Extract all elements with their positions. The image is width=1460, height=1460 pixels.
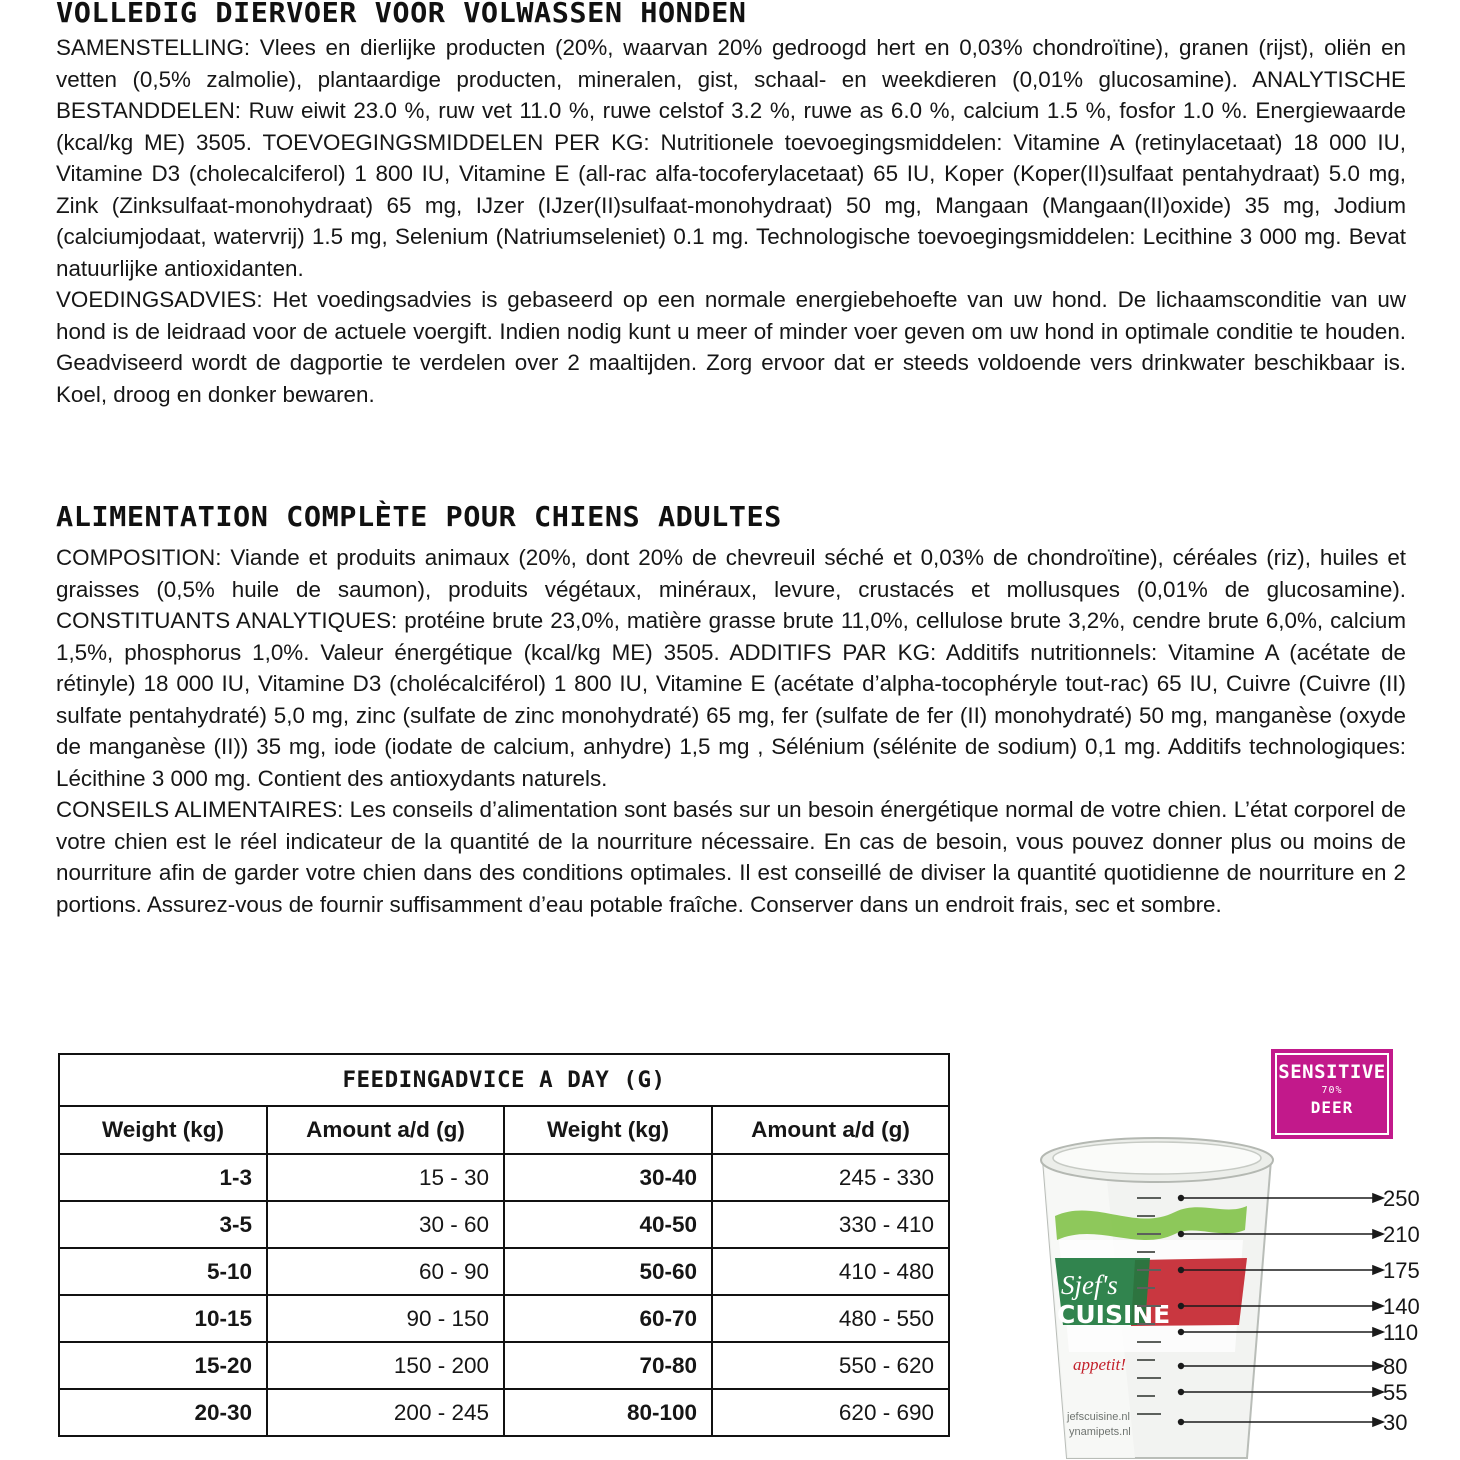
cell-amount-right: 330 - 410: [712, 1201, 949, 1248]
table-title-row: [59, 1054, 949, 1106]
composition-nl: SAMENSTELLING: Vlees en dierlijke producten (20%, waarvan 20% gedroogd hert en 0,03% chondroïtine), granen (rijst), oliën en vetten (0,5% zalmolie), plantaardige producten, mineralen, gist, schaal- en weekdieren (0,01% glucosamine). ANALYTISCHE BESTANDDELEN: Ruw eiwit 23.0 %, ruw vet 11.0 %, ruwe celstof 3.2 %, ruwe as 6.0 %, calcium 1.5 %, fosfor 1.0 %. Energiewaarde (kcal/kg ME) 3505. TOEVOEGINGSMIDDELEN PER KG: Nutritionele toevoegingsmiddelen: Vitamine A (retinylacetaat) 18 000 IU, Vitamine D3 (cholecalciferol) 1 800 IU, Vitamine E (all-rac alfa-tocoferylacetaat) 65 IU, Koper (Koper(II)sulfaat pentahydraat) 5.0 mg, Zink (Zinksulfaat-monohydraat) 65 mg, IJzer (IJzer(II)sulfaat-monohydraat) 50 mg, Mangaan (Mangaan(II)oxide) 35 mg, Jodium (calciumjodaat, watervrij) 1.5 mg, Selenium (Natriumseleniet) 0.1 mg. Technologische toevoegingsmiddelen: Lecithine 3 000 mg. Bevat natuurlijke antioxidanten.: [56, 35, 1406, 281]
cup-brand-line1: Sjef's: [1061, 1270, 1118, 1300]
cell-amount-right: 410 - 480: [712, 1248, 949, 1295]
badge-ingredient: DEER: [1310, 1098, 1354, 1117]
table-row: [59, 1295, 949, 1342]
table-title: FEEDINGADVICE A DAY (G): [59, 1054, 949, 1106]
cell-weight-left: 1-3: [59, 1154, 267, 1201]
cell-weight-right: 50-60: [504, 1248, 712, 1295]
cell-weight-left: 20-30: [59, 1389, 267, 1436]
cup-tagline: appetit!: [1073, 1355, 1126, 1374]
feeding-advice-table: [58, 1053, 950, 1437]
cell-amount-left: 15 - 30: [267, 1154, 504, 1201]
scale-value: 110: [1383, 1320, 1419, 1345]
header-amount-right: Amount a/d (g): [712, 1106, 949, 1154]
table-row: [59, 1342, 949, 1389]
feeding-advice-nl: VOEDINGSADVIES: Het voedingsadvies is gebaseerd op een normale energiebehoefte van uw hond. De lichaamsconditie van uw hond is de leidraad voor de actuele voergift. Indien nodig kunt u meer of minder voer geven om uw hond in optimale conditie te houden. Geadviseerd wordt de dagportie te verdelen over 2 maaltijden. Zorg ervoor dat er steeds voldoende vers drinkwater beschikbaar is. Koel, droog en donker bewaren.: [56, 287, 1406, 407]
cell-amount-left: 150 - 200: [267, 1342, 504, 1389]
header-weight-left: Weight (kg): [59, 1106, 267, 1154]
scale-value: 175: [1383, 1258, 1420, 1283]
cell-amount-left: 90 - 150: [267, 1295, 504, 1342]
composition-fr: COMPOSITION: Viande et produits animaux (20%, dont 20% de chevreuil séché et 0,03% de chondroïtine), céréales (riz), huiles et graisses (0,5% huile de saumon), produits végétaux, minéraux, levure, crustacés et mollusques (0,01% de glucosamine). CONSTITUANTS ANALYTIQUES: protéine brute 23,0%, matière grasse brute 11,0%, cellulose brute 3,2%, cendre brute 6,0%, calcium 1,5%, phosphorus 1,0%. Valeur énergétique (kcal/kg ME) 3505. ADDITIFS PAR KG: Additifs nutritionnels: Vitamine A (acétate de rétinyle) 18 000 IU, Vitamine D3 (cholécalciférol) 1 800 IU, Vitamine E (acétate d’alpha-tocophéryle tout-rac) 65 IU, Cuivre (Cuivre (II) sulfate pentahydraté) 5,0 mg, zinc (sulfate de zinc monohydraté) 65 mg, fer (sulfate de fer (II) monohydraté) 50 mg, manganèse (oxyde de manganèse (II)) 35 mg, iode (iodate de calcium, anhydre) 1,5 mg , Sélénium (sélénite de sodium) 0,1 mg. Additifs technologiques: Lécithine 3 000 mg. Contient des antioxydants naturels.: [56, 545, 1406, 791]
cell-amount-right: 550 - 620: [712, 1342, 949, 1389]
feeding-advice-fr: CONSEILS ALIMENTAIRES: Les conseils d’alimentation sont basés sur un besoin énergétique normal de votre chien. L’état corporel de votre chien est le réel indicateur de la quantité de la nourriture nécessaire. En cas de besoin, vous pouvez donner plus ou moins de nourriture afin de garder votre chien dans des conditions optimales. Il est conseillé de diviser la quantité quotidienne de nourriture en 2 portions. Assurez-vous de fournir suffisamment d’eau potable fraîche. Conserver dans un endroit frais, sec et sombre.: [56, 797, 1406, 917]
cell-weight-left: 5-10: [59, 1248, 267, 1295]
cup-footer-1: jefscuisine.nl: [1067, 1411, 1130, 1423]
text-block-fr: [56, 542, 1406, 920]
cell-amount-left: 200 - 245: [267, 1389, 504, 1436]
cell-amount-right: 480 - 550: [712, 1295, 949, 1342]
text-block-nl: [56, 32, 1406, 410]
cup-scale-values: [1383, 1120, 1460, 1460]
scale-value: 210: [1383, 1222, 1420, 1247]
header-amount-left: Amount a/d (g): [267, 1106, 504, 1154]
cell-weight-left: 10-15: [59, 1295, 267, 1342]
table-header-row: [59, 1106, 949, 1154]
cup-footer-2: ynamipets.nl: [1069, 1426, 1131, 1438]
cell-weight-right: 60-70: [504, 1295, 712, 1342]
scale-value: 55: [1383, 1380, 1408, 1405]
cell-amount-left: 60 - 90: [267, 1248, 504, 1295]
header-weight-right: Weight (kg): [504, 1106, 712, 1154]
cell-weight-right: 40-50: [504, 1201, 712, 1248]
cell-amount-left: 30 - 60: [267, 1201, 504, 1248]
cell-amount-right: 245 - 330: [712, 1154, 949, 1201]
table-row: [59, 1154, 949, 1201]
table-row: [59, 1201, 949, 1248]
scale-value: 80: [1383, 1354, 1408, 1379]
cell-weight-right: 30-40: [504, 1154, 712, 1201]
scale-value: 250: [1383, 1186, 1420, 1211]
cup-brand-line2: CUISINE: [1057, 1300, 1171, 1329]
cell-weight-right: 80-100: [504, 1389, 712, 1436]
feeding-table-container: [58, 1053, 948, 1437]
measuring-cup-illustration: [985, 1120, 1460, 1460]
table-row: [59, 1389, 949, 1436]
cell-weight-left: 15-20: [59, 1342, 267, 1389]
heading-nl: VOLLEDIG DIERVOER VOOR VOLWASSEN HONDEN: [56, 0, 747, 29]
cell-weight-right: 70-80: [504, 1342, 712, 1389]
badge-title: SENSITIVE: [1278, 1061, 1386, 1083]
table-row: [59, 1248, 949, 1295]
scale-value: 30: [1383, 1410, 1408, 1435]
cell-amount-right: 620 - 690: [712, 1389, 949, 1436]
scale-value: 140: [1383, 1294, 1420, 1319]
heading-fr: ALIMENTATION COMPLÈTE POUR CHIENS ADULTES: [56, 500, 782, 533]
cell-weight-left: 3-5: [59, 1201, 267, 1248]
badge-percentage: 70%: [1321, 1085, 1343, 1096]
